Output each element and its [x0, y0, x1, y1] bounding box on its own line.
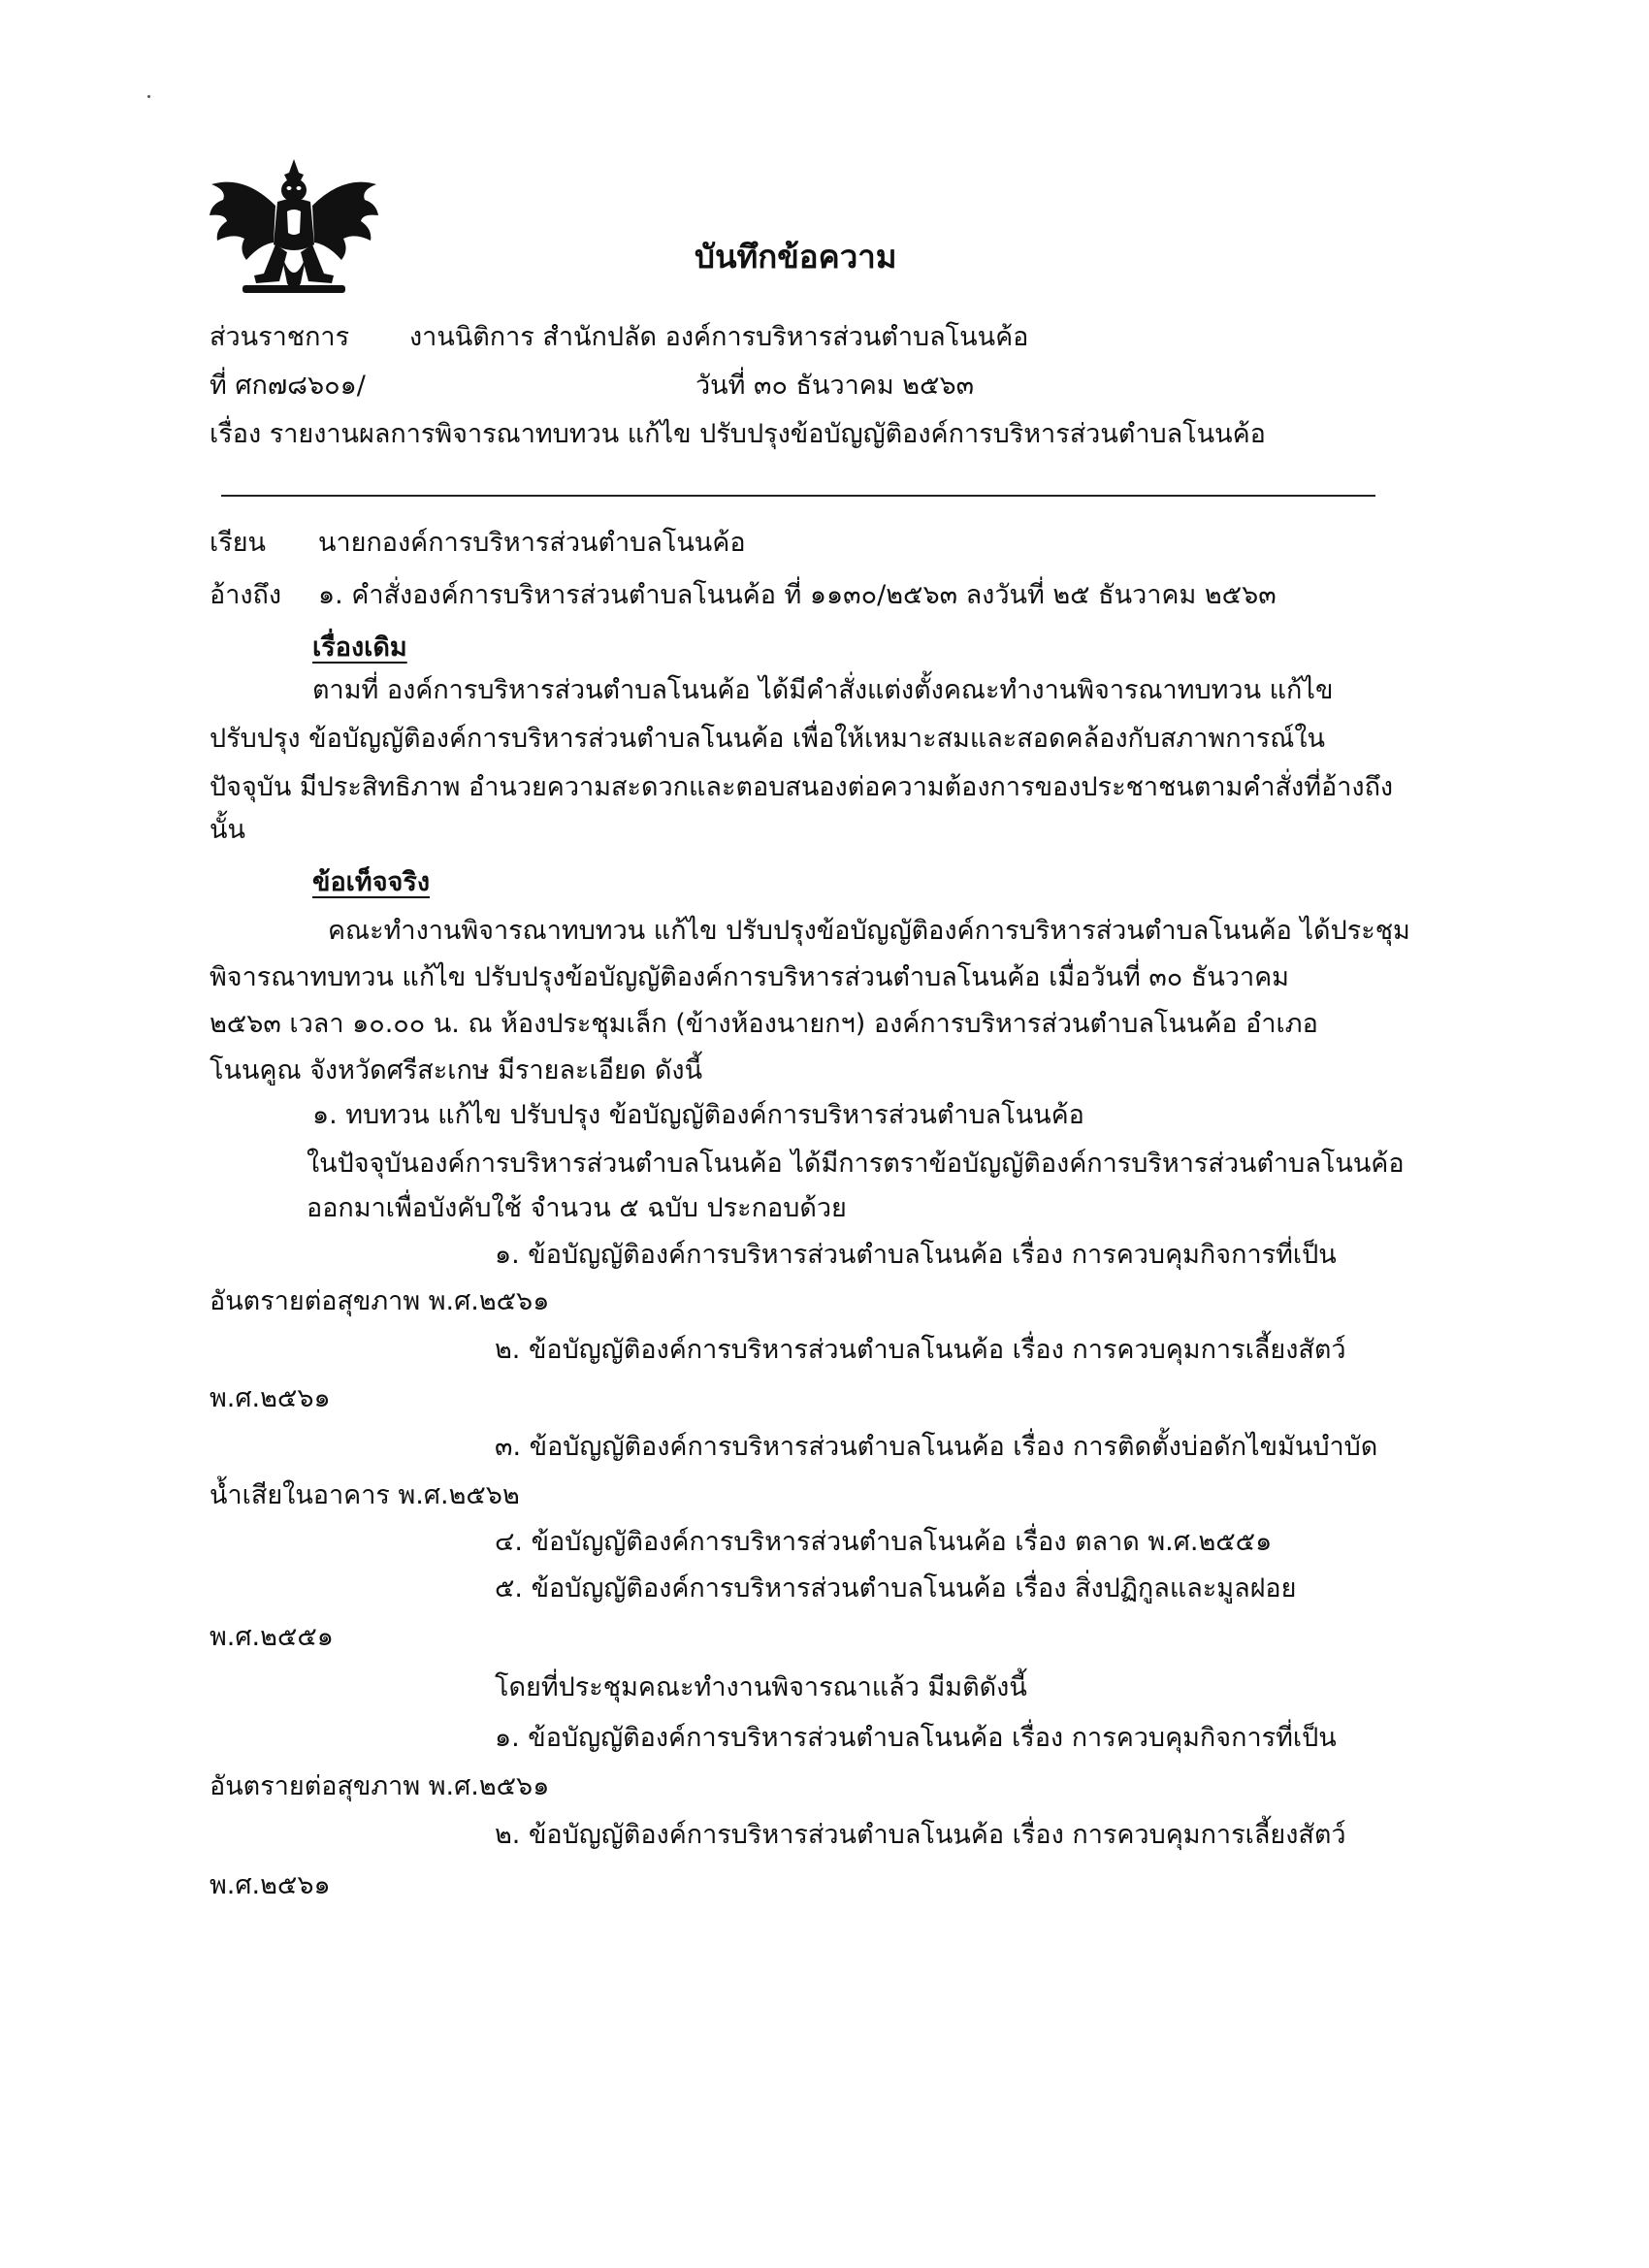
section-title: ๑. ทบทวน แก้ไข ปรับปรุง ข้อบัญญัติองค์การบริหารส่วนตำบลโนนค้อ [312, 1100, 1084, 1130]
header-divider [221, 495, 1375, 497]
list-item-continuation: น้ำเสียในอาคาร พ.ศ.๒๕๖๒ [210, 1480, 520, 1510]
memo-title: บันทึกข้อความ [695, 238, 897, 275]
agency-value: งานนิติการ สำนักปลัด องค์การบริหารส่วนตำบลโนนค้อ [409, 322, 1029, 352]
paragraph-line: โนนคูณ จังหวัดศรีสะเกษ มีรายละเอียด ดังนี้ [210, 1055, 703, 1085]
garuda-emblem [206, 155, 382, 301]
paragraph-line: ๒๕๖๓ เวลา ๑๐.๐๐ น. ณ ห้องประชุมเล็ก (ข้างห้องนายกฯ) องค์การบริหารส่วนตำบลโนนค้อ อำเภอ [210, 1009, 1318, 1039]
list-item: ๑. ข้อบัญญัติองค์การบริหารส่วนตำบลโนนค้อ เรื่อง การควบคุมกิจการที่เป็น [495, 1723, 1337, 1753]
to-value: นายกองค์การบริหารส่วนตำบลโนนค้อ [318, 528, 746, 558]
paragraph-line: พิจารณาทบทวน แก้ไข ปรับปรุงข้อบัญญัติองค์การบริหารส่วนตำบลโนนค้อ เมื่อวันที่ ๓๐ ธันวาคม [210, 962, 1289, 992]
list-item-continuation: พ.ศ.๒๕๖๑ [210, 1383, 331, 1413]
paragraph-line: ในปัจจุบันองค์การบริหารส่วนตำบลโนนค้อ ได้มีการตราข้อบัญญัติองค์การบริหารส่วนตำบลโนนค้อ [307, 1149, 1405, 1179]
list-item: ๕. ข้อบัญญัติองค์การบริหารส่วนตำบลโนนค้อ เรื่อง สิ่งปฏิกูลและมูลฝอย [495, 1573, 1297, 1604]
paragraph-line: ปัจจุบัน มีประสิทธิภาพ อำนวยความสะดวกและตอบสนองต่อความต้องการของประชาชนตามคำสั่งที่อ้างถึง [210, 772, 1394, 802]
list-item-continuation: อันตรายต่อสุขภาพ พ.ศ.๒๕๖๑ [210, 1286, 550, 1316]
paragraph-line: ออกมาเพื่อบังคับใช้ จำนวน ๕ ฉบับ ประกอบด้วย [307, 1193, 847, 1223]
scan-speck [147, 95, 150, 98]
memo-subject: เรื่อง รายงานผลการพิจารณาทบทวน แก้ไข ปรับปรุงข้อบัญญัติองค์การบริหารส่วนตำบลโนนค้อ [210, 419, 1266, 449]
background-heading: เรื่องเดิม [312, 632, 407, 663]
to-label: เรียน [210, 528, 267, 558]
paragraph-line: ตามที่ องค์การบริหารส่วนตำบลโนนค้อ ได้มีคำสั่งแต่งตั้งคณะทำงานพิจารณาทบทวน แก้ไข [312, 675, 1334, 705]
reference-label: อ้างถึง [210, 580, 282, 610]
list-item: ๒. ข้อบัญญัติองค์การบริหารส่วนตำบลโนนค้อ เรื่อง การควบคุมการเลี้ยงสัตว์ [495, 1820, 1346, 1850]
list-item-continuation: พ.ศ.๒๕๕๑ [210, 1622, 334, 1652]
resolution-intro: โดยที่ประชุมคณะทำงานพิจารณาแล้ว มีมติดังนี้ [495, 1672, 1027, 1702]
reference-number: ที่ ศก๗๘๖๐๑/ [210, 371, 366, 401]
list-item-continuation: พ.ศ.๒๕๖๑ [210, 1870, 331, 1900]
list-item: ๓. ข้อบัญญัติองค์การบริหารส่วนตำบลโนนค้อ เรื่อง การติดตั้งบ่อดักไขมันบำบัด [495, 1432, 1378, 1462]
list-item-continuation: อันตรายต่อสุขภาพ พ.ศ.๒๕๖๑ [210, 1771, 550, 1801]
list-item: ๒. ข้อบัญญัติองค์การบริหารส่วนตำบลโนนค้อ เรื่อง การควบคุมการเลี้ยงสัตว์ [495, 1335, 1346, 1365]
list-item: ๑. ข้อบัญญัติองค์การบริหารส่วนตำบลโนนค้อ เรื่อง การควบคุมกิจการที่เป็น [495, 1240, 1337, 1270]
facts-heading: ข้อเท็จจริง [312, 867, 431, 897]
agency-label: ส่วนราชการ [210, 322, 350, 352]
reference-value: ๑. คำสั่งองค์การบริหารส่วนตำบลโนนค้อ ที่ ๑๑๓๐/๒๕๖๓ ลงวันที่ ๒๕ ธันวาคม ๒๕๖๓ [318, 580, 1277, 610]
paragraph-line: นั้น [210, 815, 245, 845]
memo-date: วันที่ ๓๐ ธันวาคม ๒๕๖๓ [695, 371, 975, 401]
list-item: ๔. ข้อบัญญัติองค์การบริหารส่วนตำบลโนนค้อ เรื่อง ตลาด พ.ศ.๒๕๕๑ [495, 1527, 1273, 1557]
paragraph-line: ปรับปรุง ข้อบัญญัติองค์การบริหารส่วนตำบลโนนค้อ เพื่อให้เหมาะสมและสอดคล้องกับสภาพการณ์ใน [210, 724, 1325, 754]
paragraph-line: คณะทำงานพิจารณาทบทวน แก้ไข ปรับปรุงข้อบัญญัติองค์การบริหารส่วนตำบลโนนค้อ ได้ประชุม [328, 916, 1410, 946]
